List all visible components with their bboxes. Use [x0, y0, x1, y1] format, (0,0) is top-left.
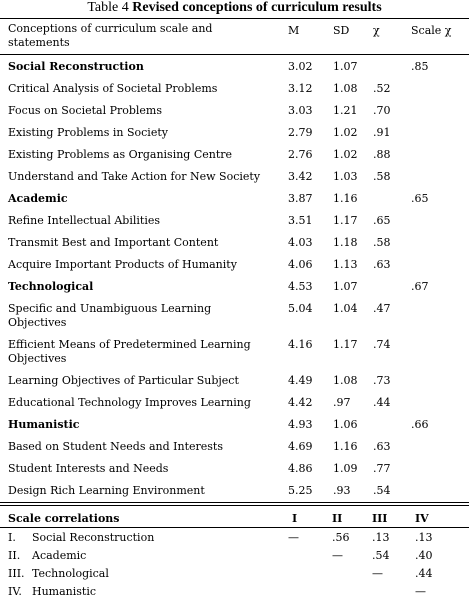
row-chi: .54: [373, 484, 391, 497]
row-label: Transmit Best and Important Content: [8, 236, 219, 249]
row-m: 4.06: [288, 258, 313, 271]
row-sd: 1.02: [333, 148, 358, 161]
row-sd: 1.17: [333, 214, 358, 227]
corr-row-label: Humanistic: [32, 585, 97, 598]
row-label: Technological: [8, 280, 94, 293]
corr-row-num: I.: [8, 531, 16, 544]
row-label: Efficient Means of Predetermined Learning Objectives: [8, 338, 251, 365]
row-label: Social Reconstruction: [8, 60, 144, 73]
corr-value: —: [415, 585, 426, 598]
row-m: 3.87: [288, 192, 313, 205]
row-label: Based on Student Needs and Interests: [8, 440, 223, 453]
corr-value: .13: [372, 531, 390, 544]
corr-row-label: Social Reconstruction: [32, 531, 155, 544]
row-m: 4.16: [288, 338, 313, 351]
row-chi: .63: [373, 258, 391, 271]
table-caption: [0, 0, 469, 16]
row-label: Understand and Take Action for New Society: [8, 170, 261, 183]
row-sd: .97: [333, 396, 351, 409]
row-chi: .73: [373, 374, 391, 387]
row-chi: .77: [373, 462, 391, 475]
row-label: Critical Analysis of Societal Problems: [8, 82, 218, 95]
row-label: Learning Objectives of Particular Subject: [8, 374, 239, 387]
row-sd: 1.02: [333, 126, 358, 139]
row-label: Design Rich Learning Environment: [8, 484, 205, 497]
row-chi: .47: [373, 302, 391, 315]
row-scale: .66: [411, 418, 429, 431]
corr-value: —: [372, 567, 383, 580]
row-scale: .65: [411, 192, 429, 205]
row-m: 3.02: [288, 60, 313, 73]
row-label: Existing Problems as Organising Centre: [8, 148, 233, 161]
correlations-title: Scale correlations: [8, 512, 120, 525]
row-chi: .91: [373, 126, 391, 139]
corr-value: —: [288, 531, 299, 544]
row-scale: .85: [411, 60, 429, 73]
row-sd: 1.18: [333, 236, 358, 249]
row-chi: .70: [373, 104, 391, 117]
corr-value: .13: [415, 531, 433, 544]
caption-prefix: Table 4: [87, 0, 129, 15]
row-sd: 1.08: [333, 82, 358, 95]
row-chi: .44: [373, 396, 391, 409]
corr-header-i: I: [292, 512, 298, 525]
row-m: 4.42: [288, 396, 313, 409]
row-sd: 1.21: [333, 104, 358, 117]
row-chi: .58: [373, 170, 391, 183]
row-sd: 1.03: [333, 170, 358, 183]
row-label: Academic: [8, 192, 68, 205]
corr-value: .44: [415, 567, 433, 580]
row-label: Refine Intellectual Abilities: [8, 214, 160, 227]
row-chi: .74: [373, 338, 391, 351]
row-m: 3.12: [288, 82, 313, 95]
corr-row-num: II.: [8, 549, 21, 562]
row-m: 4.53: [288, 280, 313, 293]
row-m: 2.79: [288, 126, 313, 139]
corr-row-num: III.: [8, 567, 25, 580]
header-m: M: [288, 24, 300, 37]
row-label: Student Interests and Needs: [8, 462, 169, 475]
row-m: 4.03: [288, 236, 313, 249]
row-scale: .67: [411, 280, 429, 293]
row-m: 4.69: [288, 440, 313, 453]
header-chi: χ: [373, 24, 380, 37]
row-sd: 1.04: [333, 302, 358, 315]
correlations-header-rule: [0, 527, 469, 528]
header-label: Conceptions of curriculum scale and statements: [8, 22, 213, 49]
row-m: 4.93: [288, 418, 313, 431]
row-sd: 1.07: [333, 280, 358, 293]
bottom-rule-2: [0, 505, 469, 506]
bottom-rule-1: [0, 502, 469, 503]
caption-title: Revised conceptions of curriculum results: [132, 0, 382, 15]
row-m: 5.25: [288, 484, 313, 497]
row-sd: 1.07: [333, 60, 358, 73]
corr-row-label: Academic: [32, 549, 87, 562]
corr-header-iii: III: [372, 512, 388, 525]
row-sd: 1.08: [333, 374, 358, 387]
row-m: 2.76: [288, 148, 313, 161]
corr-value: .54: [372, 549, 390, 562]
corr-header-iv: IV: [415, 512, 429, 525]
row-label: Acquire Important Products of Humanity: [8, 258, 237, 271]
row-label: Specific and Unambiguous Learning Objectives: [8, 302, 212, 329]
row-label: Educational Technology Improves Learning: [8, 396, 251, 409]
corr-value: .40: [415, 549, 433, 562]
row-m: 3.51: [288, 214, 313, 227]
corr-value: —: [332, 549, 343, 562]
corr-row-label: Technological: [32, 567, 109, 580]
row-m: 4.49: [288, 374, 313, 387]
corr-header-ii: II: [332, 512, 343, 525]
row-chi: .65: [373, 214, 391, 227]
row-sd: 1.06: [333, 418, 358, 431]
row-label: Existing Problems in Society: [8, 126, 168, 139]
row-sd: 1.09: [333, 462, 358, 475]
row-sd: 1.13: [333, 258, 358, 271]
header-scale-chi: Scale χ: [411, 24, 452, 37]
corr-value: .56: [332, 531, 350, 544]
header-sd: SD: [333, 24, 350, 37]
row-sd: .93: [333, 484, 351, 497]
row-m: 4.86: [288, 462, 313, 475]
row-m: 3.42: [288, 170, 313, 183]
corr-row-num: IV.: [8, 585, 22, 598]
row-label: Humanistic: [8, 418, 80, 431]
row-chi: .63: [373, 440, 391, 453]
top-rule: [0, 18, 469, 19]
row-label: Focus on Societal Problems: [8, 104, 163, 117]
row-sd: 1.16: [333, 440, 358, 453]
row-chi: .52: [373, 82, 391, 95]
row-chi: .58: [373, 236, 391, 249]
row-chi: .88: [373, 148, 391, 161]
row-m: 5.04: [288, 302, 313, 315]
header-rule: [0, 54, 469, 55]
row-sd: 1.17: [333, 338, 358, 351]
row-sd: 1.16: [333, 192, 358, 205]
row-m: 3.03: [288, 104, 313, 117]
